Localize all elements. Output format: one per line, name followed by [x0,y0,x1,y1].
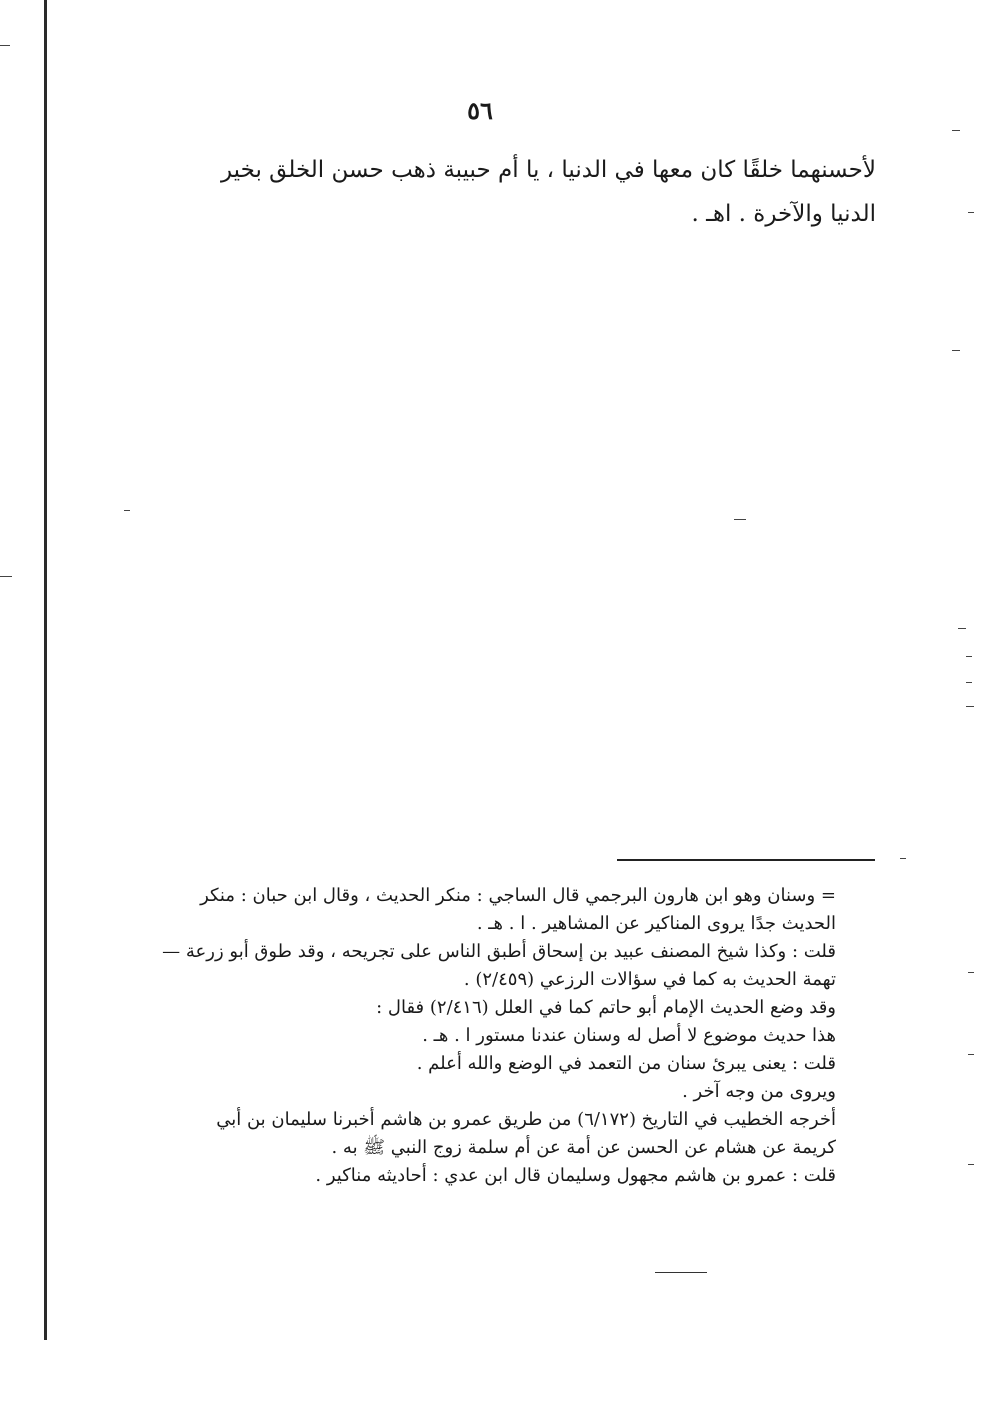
scan-mark [952,130,960,131]
scan-mark [0,45,10,46]
footnote-line: = وسنان وهو ابن هارون البرجمي قال الساجي : منكر الحديث ، وقال ابن حبان : منكر [200,885,836,906]
scan-mark [966,656,972,657]
footnote-line: أخرجه الخطيب في التاريخ (٦/١٧٢) من طريق عمرو بن هاشم أخبرنا سليمان بن أبي [216,1109,836,1130]
page-number: ٥٦ [467,96,493,125]
footnote-separator [617,859,875,861]
scan-mark [966,682,972,683]
scan-mark [968,972,974,973]
footnote-line: قلت : يعنى يبرئ سنان من التعمد في الوضع والله أعلم . [416,1053,836,1074]
footnote-line: هذا حديث موضوع لا أصل له وسنان عندنا مستور ا . هـ . [422,1025,836,1046]
binding-edge [44,0,47,1340]
footnote-line: تهمة الحديث به كما في سؤالات الرزعي (٢/٤٥٩) . [463,969,836,990]
body-line: لأحسنهما خلقًا كان معها في الدنيا ، يا أم حبيبة ذهب حسن الخلق بخير [220,157,876,183]
scan-mark [734,519,746,520]
footnotes-block [96,882,836,1190]
footnote-line: وقد وضع الحديث الإمام أبو حاتم كما في العلل (٢/٤١٦) فقال : [376,997,836,1018]
scan-mark [968,1054,974,1055]
scan-mark [900,858,906,859]
scan-mark [958,628,966,629]
scan-mark [124,510,130,511]
footnote-line: ويروى من وجه آخر . [682,1081,836,1102]
scan-mark [0,576,12,577]
scan-mark [966,706,974,707]
scan-mark [968,212,974,213]
footnote-line: الحديث جدًا يروى المناكير عن المشاهير . ا . هـ . [476,913,836,934]
main-body-text [96,148,876,236]
body-line: الدنيا والآخرة . اهـ . [691,201,876,227]
footnote-line: قلت : وكذا شيخ المصنف عبيد بن إسحاق أطبق الناس على تجريحه ، وقد طوق أبو زرعة — [162,941,836,962]
footnote-line: كريمة عن هشام عن الحسن عن أمة عن أم سلمة زوج النبي ﷺ به . [331,1137,836,1158]
footnote-end-rule [655,1272,707,1273]
scan-mark [968,1164,974,1165]
scan-mark [952,350,960,351]
footnote-line: قلت : عمرو بن هاشم مجهول وسليمان قال ابن عدي : أحاديثه مناكير . [315,1165,836,1186]
